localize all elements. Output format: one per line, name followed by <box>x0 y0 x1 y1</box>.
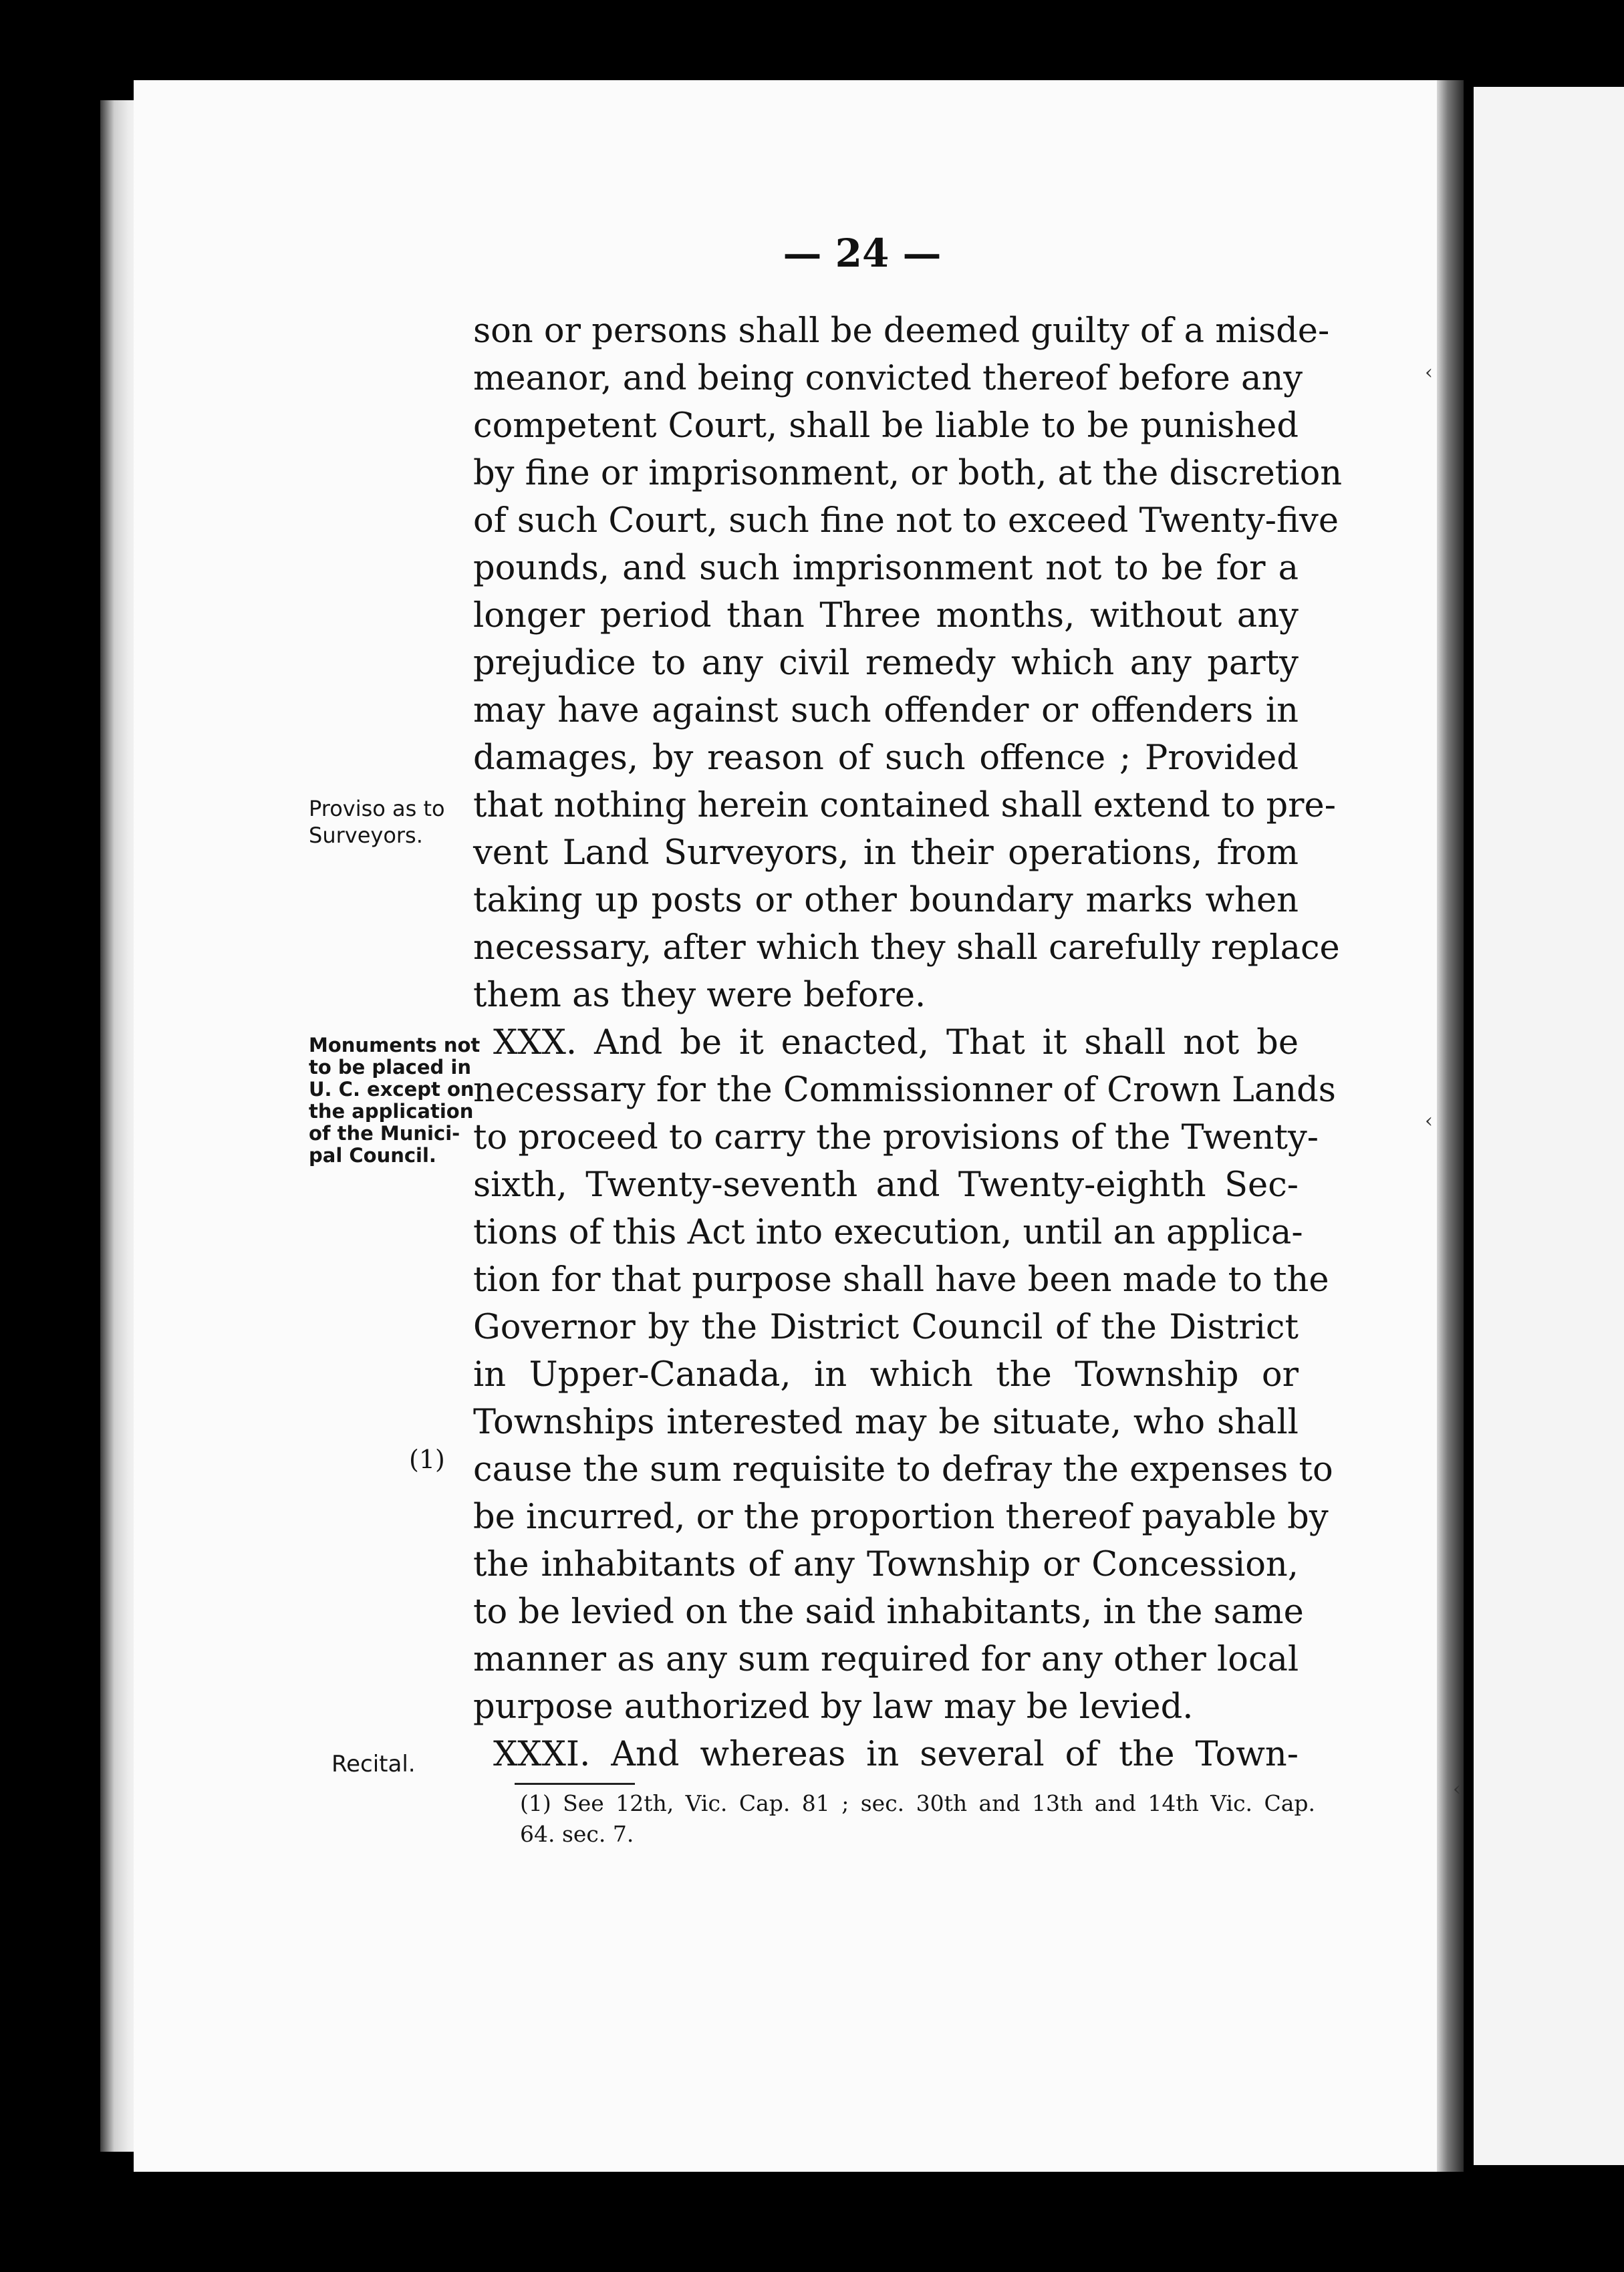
body-line: to proceed to carry the provisions of the Twenty- <box>473 1118 1319 1157</box>
body-line: competent Court, shall be liable to be punished <box>473 406 1299 446</box>
body-text <box>473 307 1343 1778</box>
body-line: Governor by the District Council of the District <box>473 1308 1299 1347</box>
margin-note-line: to be placed in <box>309 1056 471 1079</box>
footnote-line: 64. sec. 7. <box>520 1821 634 1847</box>
scan-mark-1: ‹ <box>1425 361 1433 384</box>
margin-note-line: the application <box>309 1100 474 1123</box>
body-line: son or persons shall be deemed guilty of a misde- <box>473 311 1330 351</box>
margin-note-line: Surveyors. <box>309 823 423 848</box>
facing-page-edge <box>1474 87 1624 2165</box>
margin-note-line: pal Council. <box>309 1144 436 1167</box>
body-line: vent Land Surveyors, in their operations, from <box>473 833 1299 873</box>
body-line: by fine or imprisonment, or both, at the discretion <box>473 454 1343 493</box>
body-line: sixth, Twenty-seventh and Twenty-eighth Sec- <box>473 1165 1299 1205</box>
margin-note-recital: Recital. <box>331 1751 416 1778</box>
footnote-reference-marker: (1) <box>409 1445 445 1474</box>
scan-mark-2: ‹ <box>1425 1109 1433 1133</box>
body-line: cause the sum requisite to defray the expenses to <box>473 1450 1333 1489</box>
body-line: pounds, and such imprisonment not to be for a <box>473 549 1299 588</box>
body-line: purpose authorized by law may be levied. <box>473 1687 1194 1727</box>
body-line: longer period than Three months, without any <box>473 596 1299 635</box>
margin-note-line: Monuments not <box>309 1034 481 1056</box>
body-line: tions of this Act into execution, until an applica- <box>473 1213 1303 1252</box>
gutter-shadow <box>1437 80 1464 2172</box>
body-line: taking up posts or other boundary marks when <box>473 881 1299 920</box>
scan-mark-3: ‹ <box>1453 1778 1461 1801</box>
body-line: manner as any sum required for any other local <box>473 1640 1299 1679</box>
body-line: necessary, after which they shall carefully replace <box>473 928 1340 968</box>
footnote-line: (1) See 12th, Vic. Cap. 81 ; sec. 30th and 13th and 14th Vic. Cap. <box>520 1790 1315 1816</box>
body-line: of such Court, such fine not to exceed Twenty-five <box>473 501 1339 541</box>
page-number: — 24 — <box>783 231 942 276</box>
body-line: in Upper-Canada, in which the Township or <box>473 1355 1299 1395</box>
margin-note-monuments <box>309 1034 489 1167</box>
body-line: damages, by reason of such offence ; Provided <box>473 738 1299 778</box>
margin-note-proviso <box>309 795 489 849</box>
margin-note-line: Proviso as to <box>309 796 445 821</box>
body-line: be incurred, or the proportion thereof payable by <box>473 1498 1329 1537</box>
margin-note-line: of the Munici- <box>309 1122 460 1145</box>
body-line: to be levied on the said inhabitants, in the same <box>473 1592 1304 1632</box>
body-line: Townships interested may be situate, who shall <box>473 1403 1299 1442</box>
margin-note-line: U. C. except on <box>309 1078 475 1101</box>
body-line: the inhabitants of any Township or Concession, <box>473 1545 1299 1584</box>
section-heading-xxx: XXX. And be it enacted, That it shall not be <box>493 1023 1299 1062</box>
footnote-rule <box>515 1783 635 1785</box>
body-line: meanor, and being convicted thereof before any <box>473 359 1303 398</box>
body-line: necessary for the Commissionner of Crown Lands <box>473 1071 1336 1110</box>
section-heading-xxxi: XXXI. And whereas in several of the Town- <box>493 1735 1299 1774</box>
body-line: prejudice to any civil remedy which any party <box>473 644 1299 683</box>
body-line: that nothing herein contained shall extend to pre- <box>473 786 1336 825</box>
body-line: them as they were before. <box>473 976 926 1015</box>
body-line: tion for that purpose shall have been made to the <box>473 1260 1329 1300</box>
body-line: may have against such offender or offenders in <box>473 691 1299 730</box>
footnote <box>520 1788 1315 1850</box>
